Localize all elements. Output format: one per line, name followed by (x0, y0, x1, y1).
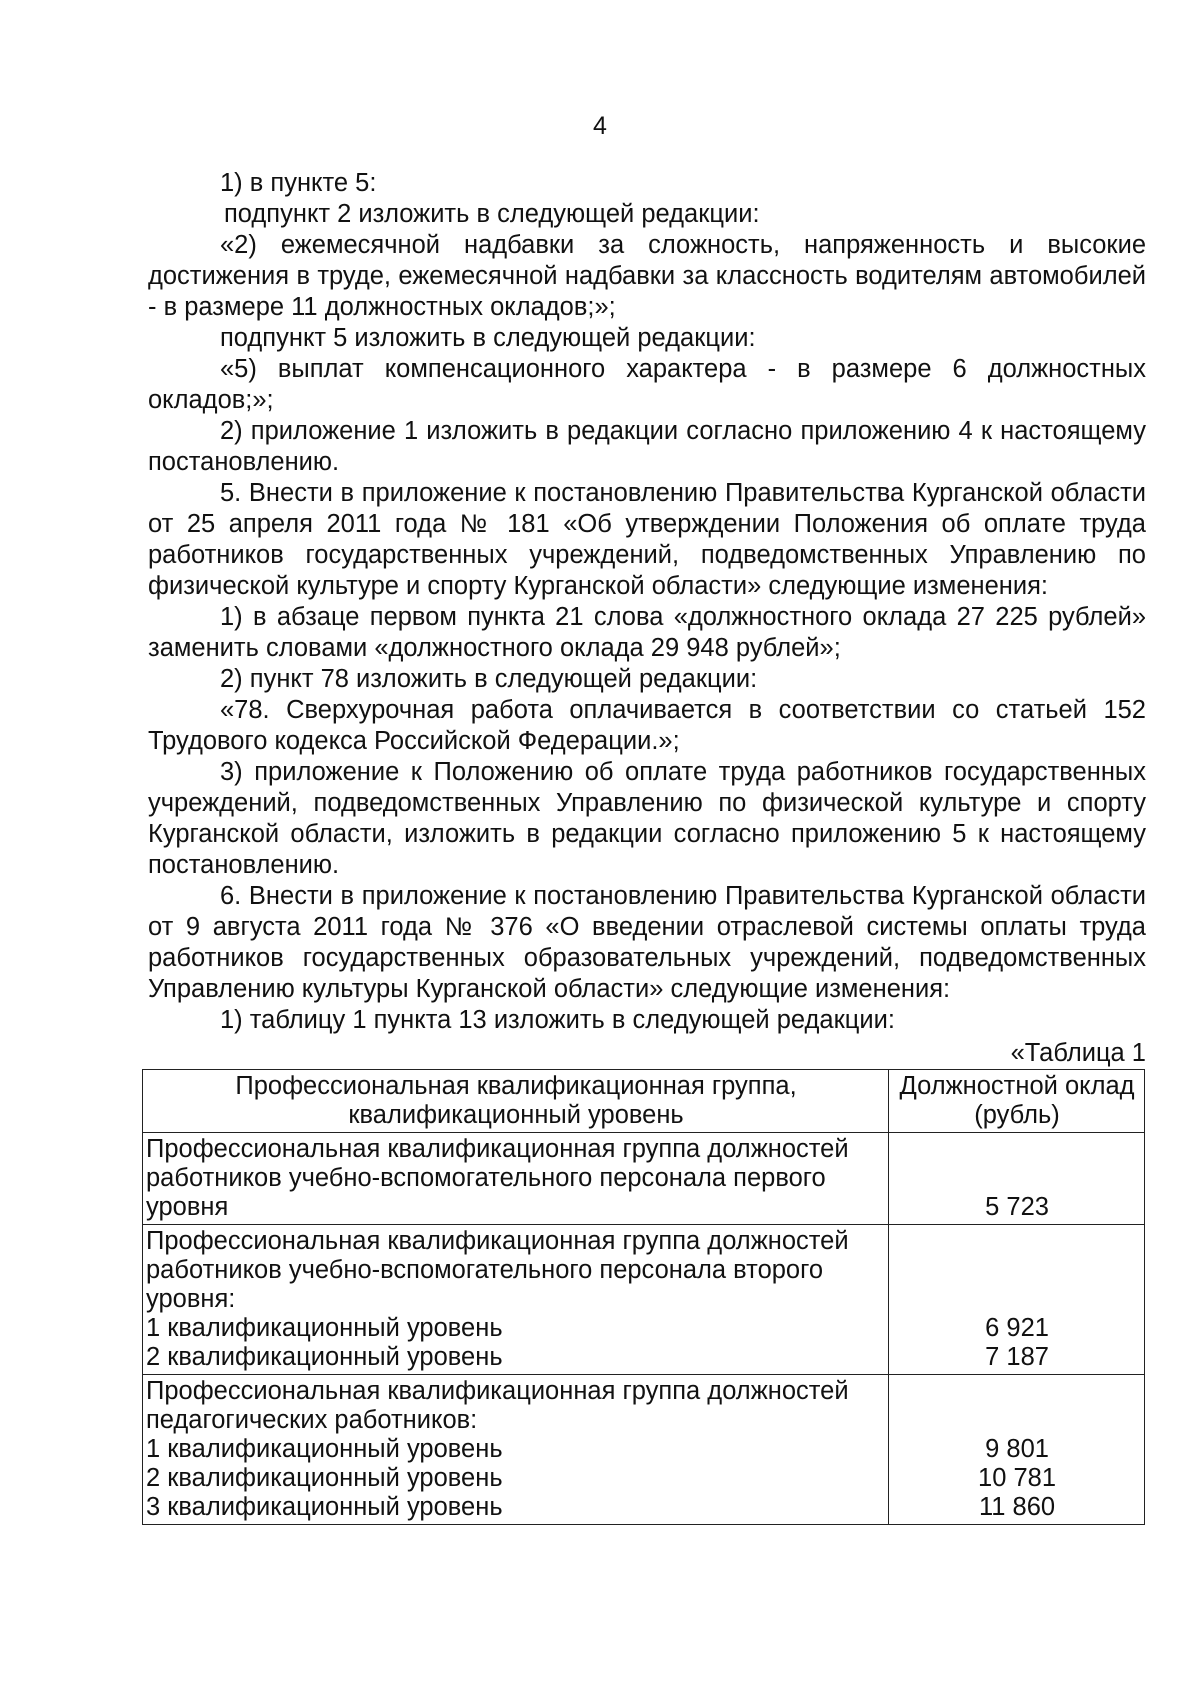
value-cell (889, 1375, 1145, 1525)
salary-table (142, 1069, 1145, 1525)
paragraph: 2) приложение 1 изложить в редакции согласно приложению 4 к настоящему постановлению. (148, 417, 1146, 476)
level-label: 1 квалификационный уровень (146, 1314, 503, 1342)
paragraph: 1) таблицу 1 пункта 13 изложить в следующей редакции: (220, 1006, 895, 1034)
group-cell (143, 1133, 889, 1225)
salary-value: 6 921 (985, 1314, 1049, 1342)
paragraph: «2) ежемесячной надбавки за сложность, напряженность и высокие достижения в труде, ежемесячной надбавки за классность водителям автомобилей - в размере 11 должностных окладов;»; (148, 231, 1146, 321)
table-caption: «Таблица 1 (1010, 1039, 1146, 1067)
group-title: Профессиональная квалификационная группа должностей работников учебно-вспомогательного персонала второго уровня: (146, 1227, 849, 1313)
level-label: 1 квалификационный уровень (146, 1435, 503, 1463)
paragraph: 3) приложение к Положению об оплате труда работников государственных учреждений, подведомственных Управлению по физической культуре и спорту Курганской области, изложить в редакции согласно приложению 5 к настоящему постановлению. (148, 758, 1146, 879)
salary-value: 11 860 (978, 1493, 1056, 1521)
table-row (143, 1133, 1145, 1225)
group-cell (143, 1375, 889, 1525)
column-header: Должностной оклад (рубль) (889, 1070, 1145, 1133)
salary-value: 9 801 (985, 1435, 1049, 1463)
salary-value: 7 187 (985, 1343, 1049, 1371)
salary-value: 10 781 (978, 1464, 1057, 1492)
table-header-row (143, 1070, 1145, 1133)
group-cell (143, 1225, 889, 1375)
paragraph: подпункт 2 изложить в следующей редакции: (224, 200, 760, 228)
salary-value: 5 723 (985, 1193, 1049, 1221)
paragraph: 2) пункт 78 изложить в следующей редакции: (220, 665, 758, 693)
level-label: 2 квалификационный уровень (146, 1343, 503, 1371)
group-title: Профессиональная квалификационная группа должностей педагогических работников: (146, 1377, 849, 1434)
level-label: 3 квалификационный уровень (146, 1493, 503, 1521)
paragraph: «78. Сверхурочная работа оплачивается в соответствии со статьей 152 Трудового кодекса Российской Федерации.»; (148, 696, 1146, 755)
table-row (143, 1375, 1145, 1525)
table-row (143, 1225, 1145, 1375)
paragraph: 1) в пункте 5: (220, 169, 377, 197)
value-cell (889, 1133, 1145, 1225)
paragraph: подпункт 5 изложить в следующей редакции: (220, 324, 756, 352)
column-header: Профессиональная квалификационная группа, квалификационный уровень (143, 1070, 889, 1133)
paragraph: «5) выплат компенсационного характера - в размере 6 должностных окладов;»; (148, 355, 1146, 414)
document-body (148, 168, 1146, 1525)
page-number: 4 (593, 112, 607, 140)
paragraph: 5. Внести в приложение к постановлению Правительства Курганской области от 25 апреля 2011 года № 181 «Об утверждении Положения об оплате труда работников государственных учреждений, подведомственных Управлению по физической культуре и спорту Курганской области» следующие изменения: (148, 479, 1146, 600)
paragraph: 6. Внести в приложение к постановлению Правительства Курганской области от 9 августа 2011 года № 376 «О введении отраслевой системы оплаты труда работников государственных образовательных учреждений, подведомственных Управлению культуры Курганской области» следующие изменения: (148, 882, 1146, 1003)
paragraph: 1) в абзаце первом пункта 21 слова «должностного оклада 27 225 рублей» заменить словами «должностного оклада 29 948 рублей»; (148, 603, 1146, 662)
value-cell (889, 1225, 1145, 1375)
group-title: Профессиональная квалификационная группа должностей работников учебно-вспомогательного персонала первого уровня (146, 1135, 849, 1221)
level-label: 2 квалификационный уровень (146, 1464, 503, 1492)
